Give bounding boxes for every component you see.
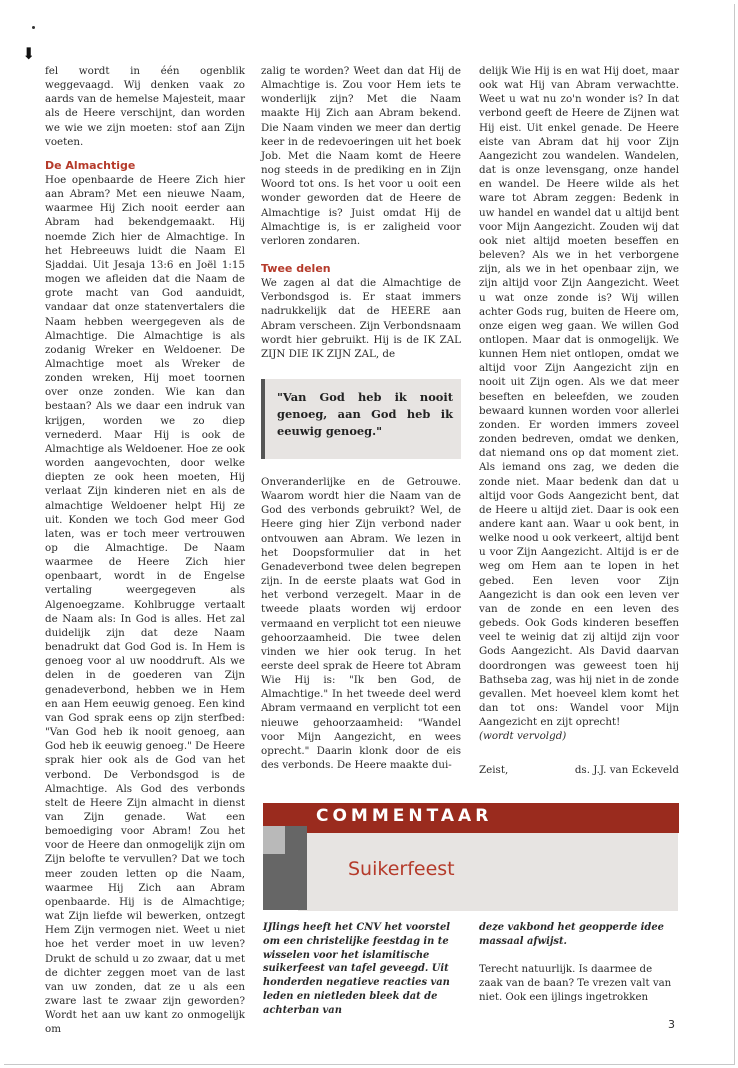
- commentary-lead-right: deze vakbond het geopperde idee massaal afwijst.: [479, 922, 664, 947]
- column1-paragraph-2: Hoe openbaarde de Heere Zich hier aan Abram? Met een nieuwe Naam, waarmee Hij Zich nooit eerder aan Abram had bekendgemaakt. Hij noemde Zich hier de Almachtige. In het Hebreeuws luidt die Naam El Sjaddai. Uit Jesaja 13:6 en Joël 1:15 mogen we afleiden dat die Naam de grote macht van God aanduidt, vandaar dat onze statenvertalers die Naam hebben weergegeven als de Almachtige. Die Almachtige is als zodanig Wreker en Weldoener. De Almachtige moet als Wreker de zonden wreken, Hij moet toornen over onze zonden. Wie kan dan bestaan? Als we daar een indruk van krijgen, worden we zo diep vernederd. Maar Hij is ook de Almachtige als Weldoener. Hoe ze ook worden aangevochten, door welke diepten ze ook heen moeten, Hij verlaat Zijn kinderen niet en als de almachtige Weldoener helpt Hij ze uit. Konden we toch God meer God laten, was er toch meer vertrouwen op die Almachtige. De Naam waarmee de Heere Zich hier openbaart, wordt in de Engelse vertaling weergegeven als Algenoegzame. Kohlbrugge vertaalt de Naam als: In God is alles. Het zal duidelijk zijn dat deze Naam benadrukt dat God God is. In Hem is genoeg voor al uw nooddruft. Als we delen in de goederen van Zijn genadeverbond, hebben we in Hem en aan Hem eeuwig genoeg. Een kind van God sprak eens op zijn sterfbed: "Van God heb ik nooit genoeg, aan God heb ik eeuwig genoeg." De Heere sprak hier ook als de God van het verbond. De Verbondsgod is de Almachtige. Als God des verbonds stelt de Heere Zijn almacht in dienst van Zijn genade. Wat een bemoediging voor Abram! Zou het voor de Heere dan onmogelijk zijn om Zijn belofte te vervullen? Dat we toch meer zouden letten op die Naam, waarmee Hij Zich aan Abram openbaarde. Hij is de Almachtige; wat Zijn liefde wil bewerken, ontzegt Hem Zijn vermogen niet. Weet u niet hoe het verder moet in uw leven? Drukt de schuld u zo zwaar, dat u met de dichter zeggen moet van de last van uw zonden, dat ze u als een zware last te zwaar zijn geworden? Wordt het aan uw kant zo onmogelijk om: [45, 173, 245, 1036]
- article-column-1: [45, 64, 245, 1036]
- commentary-banner-title: COMMENTAAR: [316, 806, 493, 826]
- commentary-body: Terecht natuurlijk. Is daarmee de zaak van de baan? Te vrezen valt van niet. Ook een ijlings ingetrokken: [479, 964, 672, 1003]
- article-column-3: [479, 64, 679, 744]
- column2-paragraph-2: We zagen al dat die Almachtige de Verbondsgod is. Er staat immers nadrukkelijk dat de HEERE aan Abram verscheen. Zijn Verbondsnaam wordt hier gebruikt. Hij is de IK ZAL ZIJN DIE IK ZIJN ZAL, de: [261, 277, 461, 360]
- decorative-square-light: [263, 826, 285, 854]
- column3-paragraph-1: delijk Wie Hij is en wat Hij doet, maar ook wat Hij van Abram verwachtte. Weet u wat nu zo'n wonder is? In dat verbond geeft de Heere de Zijnen wat Hij eist. Uit enkel genade. De Heere eiste van Abram dat hij voor Zijn Aangezicht zou wandelen. Wandelen, dat is onze levensgang, onze handel en wandel. De Heere wilde als het ware tot Abram zeggen: Bedenk in uw handel en wandel dat u altijd bent voor Mijn Aangezicht. Zouden wij dat ook niet altijd moeten beseffen en beleven? Als we in het verborgene zijn, als we in het openbaar zijn, we zijn altijd voor Zijn Aangezicht. Weet u wat onze zonde is? Wij willen achter Gods rug, buiten de Heere om, onze eigen weg gaan. We willen God ontlopen. Maar dat is onmogelijk. We kunnen Hem niet ontlopen, omdat we altijd voor Zijn Aangezicht zijn en nooit uit Zijn ogen. Als we dat meer beseften en beleefden, we zouden bewaard kunnen worden voor allerlei zonden. Er worden immers zoveel zonden bedreven, omdat we denken, dat niemand ons op dat moment ziet. Als iemand ons zag, we deden die zonde niet. Maar bedenk dan dat u altijd voor Gods Aangezicht bent, dat de Heere u altijd ziet. Daar is ook een andere kant aan. Waar u ook bent, in welke nood u ook verkeert, altijd bent u voor Zijn Aangezicht. Altijd is er de weg om Hem aan te lopen in het gebed. Een leven voor Zijn Aangezicht is dan ook een leven ver van de zonde en een leven des gebeds. Ook Gods kinderen beseffen veel te weinig dat zij altijd zijn voor Gods Aangezicht. Als David daarvan doordrongen was geweest toen hij Bathseba zag, was hij niet in de zonde gevallen. Met hoeveel klem komt het dan tot ons: Wandel voor Mijn Aangezicht en zijt oprecht!: [479, 65, 679, 729]
- pull-quote: "Van God heb ik nooit genoeg, aan God heb ik eeuwig genoeg.": [261, 379, 461, 459]
- column2-paragraph-1: zalig te worden? Weet dan dat Hij de Almachtige is. Zou voor Hem iets te wonderlijk zijn? Met die Naam maakte Hij Zich aan Abram bekend. Die Naam vinden we meer dan dertig keer in de redevoeringen uit het boek Job. Met die Naam komt de Heere nog steeds in de prediking en in Zijn Woord tot ons. Is het voor u ooit een wonder geworden dat de Heere de Almachtige is? Juist omdat Hij de Almachtige is, is er zaligheid voor verloren zondaren.: [261, 65, 461, 247]
- signature: [479, 764, 679, 776]
- commentary-title: Suikerfeest: [348, 858, 455, 880]
- scan-dot: [32, 26, 35, 29]
- column2-paragraph-3: Onveranderlijke en de Getrouwe. Waarom wordt hier die Naam van de God des verbonds gebruikt? Wel, de Heere ging hier Zijn verbond nader ontvouwen aan Abram. We lezen in het Doopsformulier dat in het Genadeverbond twee delen begrepen zijn. In de eerste plaats wat God in het verbond verzegelt. Maar in de tweede plaats worden wij erdoor vermaand en verplicht tot een nieuwe gehoorzaamheid. Die twee delen vinden we hier ook terug. In het eerste deel sprak de Heere tot Abram Wie Hij is: "Ik ben God, de Almachtige." In het tweede deel werd Abram vermaand en verplicht tot een nieuwe gehoorzaamheid: "Wandel voor Mijn Aangezicht, en wees oprecht." Daarin klonk door de eis des verbonds. De Heere maakte dui-: [261, 475, 461, 772]
- heading-twee-delen: Twee delen: [261, 262, 331, 276]
- page-number: 3: [668, 1018, 675, 1031]
- continued-note: (wordt vervolgd): [479, 730, 567, 743]
- signature-author: ds. J.J. van Eckeveld: [574, 764, 679, 776]
- article-column-2: [261, 64, 461, 772]
- column1-paragraph-1: fel wordt in één ogenblik weggevaagd. Wij denken vaak zo aards van de hemelse Majesteit, maar als de Heere verschijnt, dan worden we wie we zijn moeten: stof aan Zijn voeten.: [45, 65, 245, 148]
- signature-place: Zeist,: [479, 764, 509, 776]
- commentary-lead-left: IJlings heeft het CNV het voorstel om een christelijke feestdag in te wisselen voor het islamitische suikerfeest van tafel geveegd. Uit honderden negatieve reacties van leden en nietleden bleek dat de achterban van: [263, 922, 451, 1016]
- heading-de-almachtige: De Almachtige: [45, 158, 136, 172]
- corner-arrow-icon: ⬇: [22, 44, 36, 63]
